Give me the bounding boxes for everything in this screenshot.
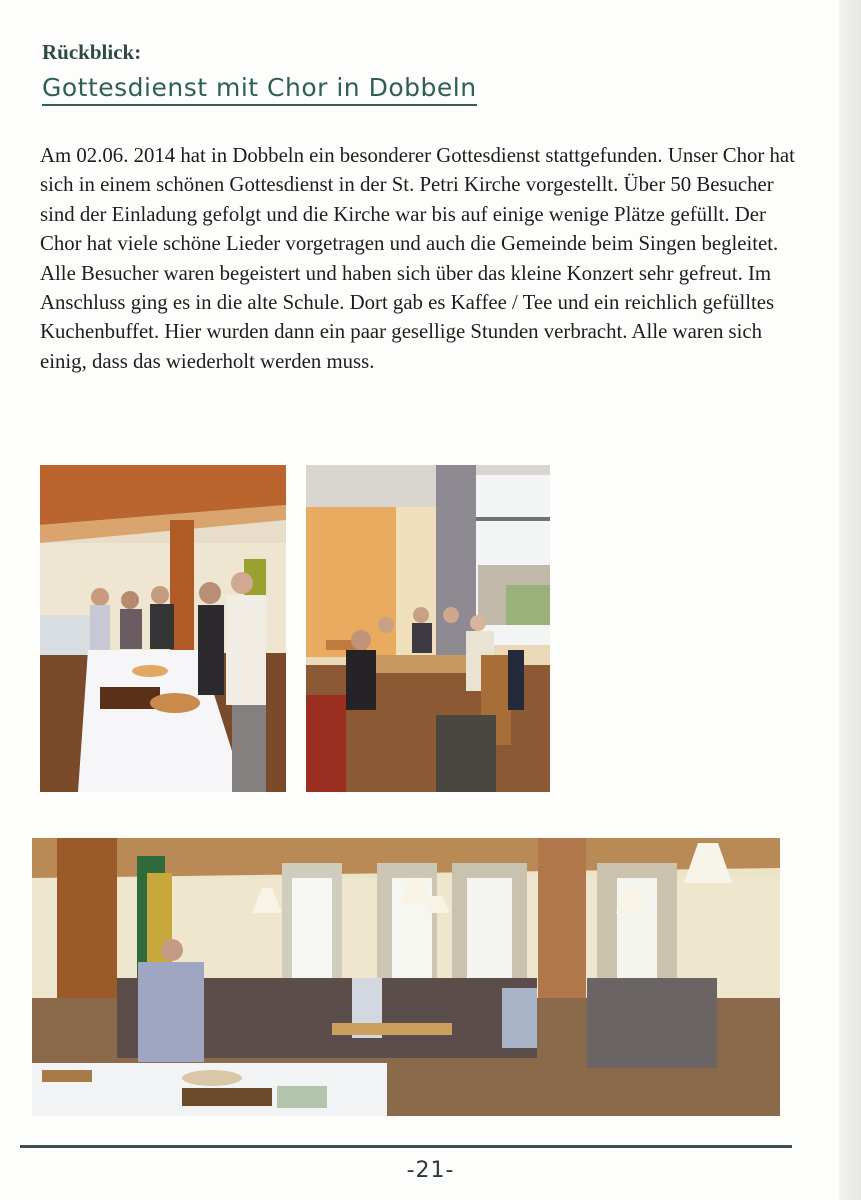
page-edge — [839, 0, 861, 1200]
footer-rule — [20, 1145, 792, 1148]
section-kicker: Rückblick: — [42, 40, 142, 64]
page-number: -21- — [406, 1158, 455, 1183]
photo-buffet — [40, 465, 286, 792]
photo-hall-panorama — [32, 838, 780, 1116]
article-headline: Gottesdienst mit Chor in Dobbeln — [42, 72, 477, 106]
article-body: Am 02.06. 2014 hat in Dobbeln ein besonderer Gottesdienst stattgefunden. Unser Chor hat sich in einem schönen Gottesdienst in der St. Petri Kirche vorgestellt. Über 50 Besucher sind der Einladung gefolgt und die Kirche war bis auf einige wenige Plätze gefüllt. Der Chor hat viele schöne Lieder vorgetragen und auch die Gemeinde beim Singen begleitet. Alle Besucher waren begeistert und haben sich über das kleine Konzert sehr gefreut. Im Anschluss ging es in die alte Schule. Dort gab es Kaffee / Tee und ein reichlich gefülltes Kuchenbuffet. Hier wurden dann ein paar gesellige Stunden verbracht. Alle waren sich einig, dass das wiederholt werden muss. — [40, 144, 795, 373]
photo-tables-window — [306, 465, 550, 792]
